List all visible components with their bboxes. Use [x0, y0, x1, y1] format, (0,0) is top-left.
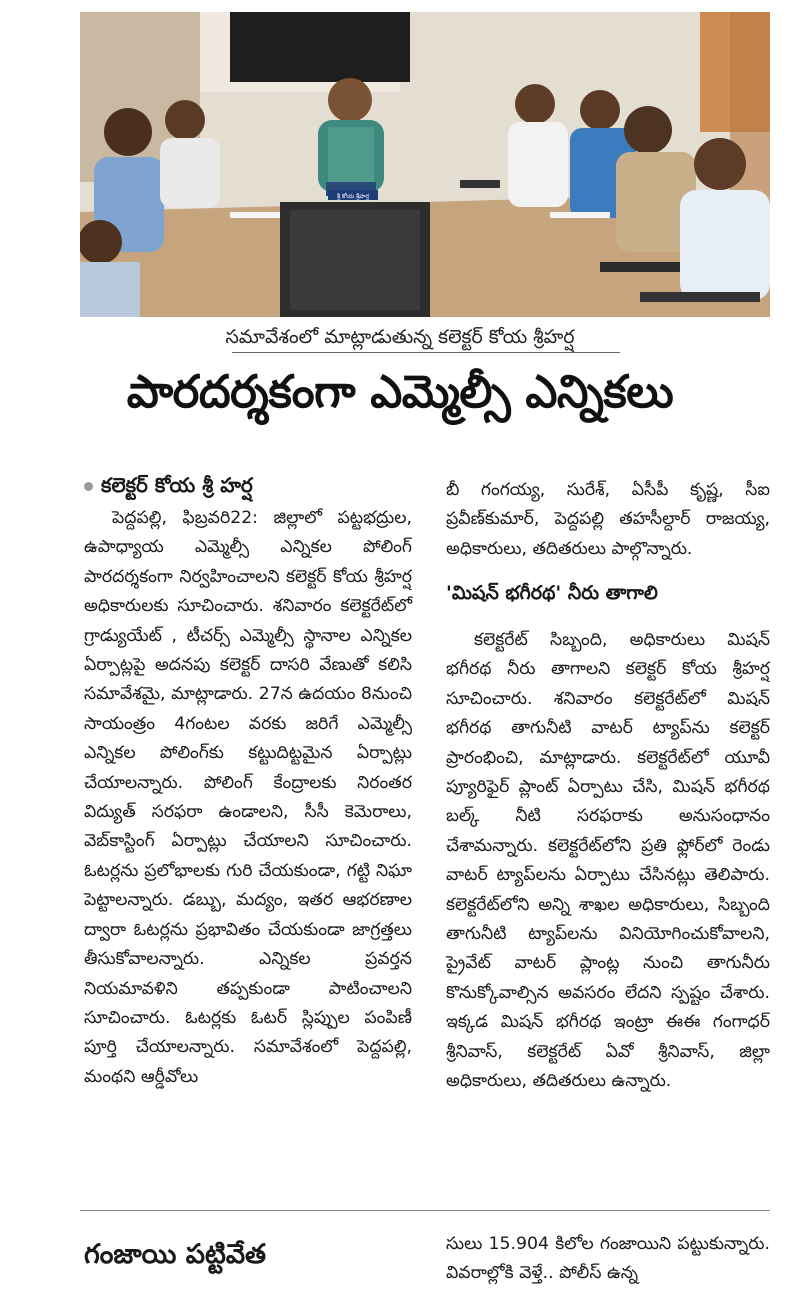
meeting-photo: [80, 12, 770, 317]
bottom-right-paragraph: సులు 15.904 కిలోల గంజాయిని పట్టుకున్నారు. వివరాల్లోకి వెళ్తే.. పోలీస్ ఉన్న: [446, 1234, 770, 1284]
bottom-right-column: [446, 1230, 770, 1289]
photo-caption: సమావేశంలో మాట్లాడుతున్న కలెక్టర్ కోయ శ్రీహర్ష: [225, 326, 575, 348]
right-column-mid: [446, 626, 770, 1097]
left-paragraph: పెద్దపల్లి, ఫిబ్రవరి22: జిల్లాలో పట్టభద్రుల, ఉపాధ్యాయ ఎమ్మెల్సీ ఎన్నికల పోలింగ్ పారదర్శకంగా నిర్వహించాలని కలెక్టర్ కోయ శ్రీహర్ష అధికారులకు సూచించారు. శనివారం కలెక్టరేట్‌లో గ్రాడ్యుయేట్ , టీచర్స్ ఎమ్మెల్సీ స్థానాల ఎన్నికల ఏర్పాట్లపై అదనపు కలెక్టర్ దాసరి వేణుతో కలిసి సమావేశమై, మాట్లాడారు. 27న ఉదయం 8నుంచి సాయంత్రం 4గంటల వరకు జరిగే ఎమ్మెల్సీ ఎన్నికల పోలింగ్‌కు కట్టుదిట్టమైన ఏర్పాట్లు చేయాలన్నారు. పోలింగ్ కేంద్రాలకు నిరంతర విద్యుత్ సరఫరా ఉండాలని, సీసీ కెమెరాలు, వెబ్‌కాస్టింగ్ ఏర్పాట్లు చేయాలని సూచించారు. ఓటర్లను ప్రలోభాలకు గురి చేయకుండా, గట్టి నిఘా పెట్టాలన్నారు. డబ్బు, మద్యం, ఇతర ఆభరణాల ద్వారా ఓటర్లను ప్రభావితం చేయకుండా జాగ్రత్తలు తీసుకోవాలన్నారు. ఎన్నికల ప్రవర్తన నియమావళిని తప్పకుండా పాటించాలని సూచించారు. ఓటర్లకు ఓటర్ స్లిప్పుల పంపిణీ పూర్తి చేయాలన్నారు. సమావేశంలో పెద్దపల్లి, మంథని ఆర్డీవోలు: [84, 508, 412, 1087]
headline: పారదర్శకంగా ఎమ్మెల్సీ ఎన్నికలు: [126, 365, 674, 418]
bullet-icon: [84, 482, 93, 491]
bottom-headline: గంజాయి పట్టివేత: [84, 1239, 267, 1270]
section-divider: [80, 1210, 770, 1211]
nameplate-text: శ్రీ కోయ శ్రీహర్ష: [336, 193, 370, 200]
right-mid-paragraph: కలెక్టరేట్ సిబ్బంది, అధికారులు మిషన్ భగీరథ నీరు తాగాలని కలెక్టర్ కోయ శ్రీహర్ష సూచించారు. శనివారం కలెక్టరేట్‌లో మిషన్ భగీరథ తాగునీటి వాటర్ ట్యాప్‌ను కలెక్టర్ ప్రారంభించి, మాట్లాడారు. కలెక్టరేట్‌లో యూవీ ప్యూరిఫైర్ ప్లాంట్ ఏర్పాటు చేసి, మిషన్ భగీరథ బల్క్ నీటి సరఫరాకు అనుసంధానం చేశామన్నారు. కలెక్టరేట్‌లోని ప్రతి ఫ్లోర్‌లో రెండు వాటర్ ట్యాప్‌లను ఏర్పాటు చేసినట్లు తెలిపారు. కలెక్టరేట్‌లోని అన్ని శాఖల అధికారులు, సిబ్బంది తాగునీటి ట్యాప్‌లను వినియోగించుకోవాలని, ప్రైవేట్ వాటర్ ప్లాంట్ల నుంచి తాగునీరు కొనుక్కోవాల్సిన అవసరం లేదని స్పష్టం చేశారు. ఇక్కడ మిషన్ భగీరథ ఇంట్రా ఈఈ గంగాధర్ శ్రీనివాస్, కలెక్టరేట్ ఏవో శ్రీనివాస్, జిల్లా అధికారులు, తదితరులు ఉన్నారు.: [446, 630, 770, 1092]
byline-text: కలెక్టర్ కోయ శ్రీ హర్ష: [101, 473, 253, 497]
right-column-top: [446, 476, 770, 564]
left-column: [84, 504, 412, 1092]
byline: [84, 470, 414, 500]
right-top-paragraph: బీ గంగయ్య, సురేశ్, ఏసీపీ కృష్ణ, సీఐ ప్రవీణ్‌కుమార్, పెద్దపల్లి తహసీల్దార్ రాజయ్య, అధికారులు, తదితరులు పాల్గొన్నారు.: [446, 480, 770, 559]
caption-underline: [232, 352, 620, 353]
subheading: 'మిషన్ భగీరథ' నీరు తాగాలి: [446, 582, 658, 604]
